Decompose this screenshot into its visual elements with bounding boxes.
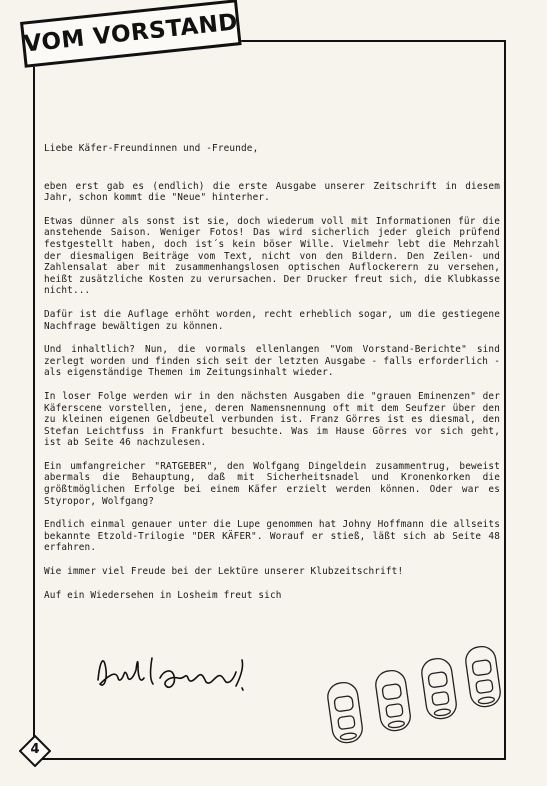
letter-body bbox=[44, 143, 500, 613]
letter-paragraph: eben erst gab es (endlich) die erste Ausgabe unserer Zeitschrift in diesem Jahr, schon kommt die "Neue" hinterher. bbox=[44, 180, 500, 204]
letter-paragraph: Und inhaltlich? Nun, die vormals ellenlangen "Vom Vorstand-Berichte" sind zerlegt worden und finden sich seit der letzten Ausgabe - falls erforderlich - als eigenständige Themen im Zeitungsinhalt wieder. bbox=[44, 344, 500, 379]
letter-greeting: Liebe Käfer-Freundinnen und -Freunde, bbox=[44, 143, 259, 154]
letter-paragraph: Auf ein Wiedersehen in Losheim freut sich bbox=[44, 589, 282, 601]
letter-paragraph: Etwas dünner als sonst ist sie, doch wiederum voll mit Informationen für die anstehende Saison. Weniger Fotos! Das wird sicherlich jeder gleich prüfend festgestellt haben, doch ist´s kein böser Wille. Vielmehr lebt die Mehrzahl der diesmaligen Beiträge vom Text, nicht von den Bildern. Den Zeilen- und Zahlensalat aber mit zusammenhangslosen optischen Auflockerern zu versehen, heißt zusätzliche Kosten zu verursachen. Der Drucker freut sich, die Klubkasse nicht... bbox=[44, 215, 500, 297]
beetle-cars-illustration bbox=[318, 645, 503, 753]
letter-paragraph: Ein umfangreicher "RATGEBER", den Wolfgang Dingeldein zusammentrug, beweist abermals die Behauptung, daß mit Sicherheitsnadel und Kronenkorken die größtmöglichen Erfolge bei einem Käfer erzielt werden können. Oder war es Styropor, Wolfgang? bbox=[44, 460, 500, 507]
letter-paragraph: Dafür ist die Auflage erhöht worden, recht erheblich sogar, um die gestiegene Nachfrage bewältigen zu können. bbox=[44, 308, 500, 332]
letter-paragraph: Endlich einmal genauer unter die Lupe genommen hat Johny Hoffmann die allseits bekannte Etzold-Trilogie "DER KÄFER". Worauf er stieß, läßt sich ab Seite 48 erfahren. bbox=[44, 519, 500, 554]
handwritten-signature bbox=[90, 640, 265, 700]
section-title: VOM VORSTAND bbox=[22, 9, 240, 58]
page-number: 4 bbox=[30, 742, 40, 757]
letter-paragraph: In loser Folge werden wir in den nächsten Ausgaben die "grauen Eminenzen" der Käferscene vorstellen, jene, deren Namensnennung oft mit dem Seufzer über den zu kleinen eigenen Geldbeutel verbunden ist. Franz Görres ist es diesmal, den Stefan Leichtfuss in Frankfurt besuchte. Was im Hause Görres vor sich geht, ist ab Seite 46 nachzulesen. bbox=[44, 390, 500, 449]
letter-paragraph: Wie immer viel Freude bei der Lektüre unserer Klubzeitschrift! bbox=[44, 566, 404, 578]
